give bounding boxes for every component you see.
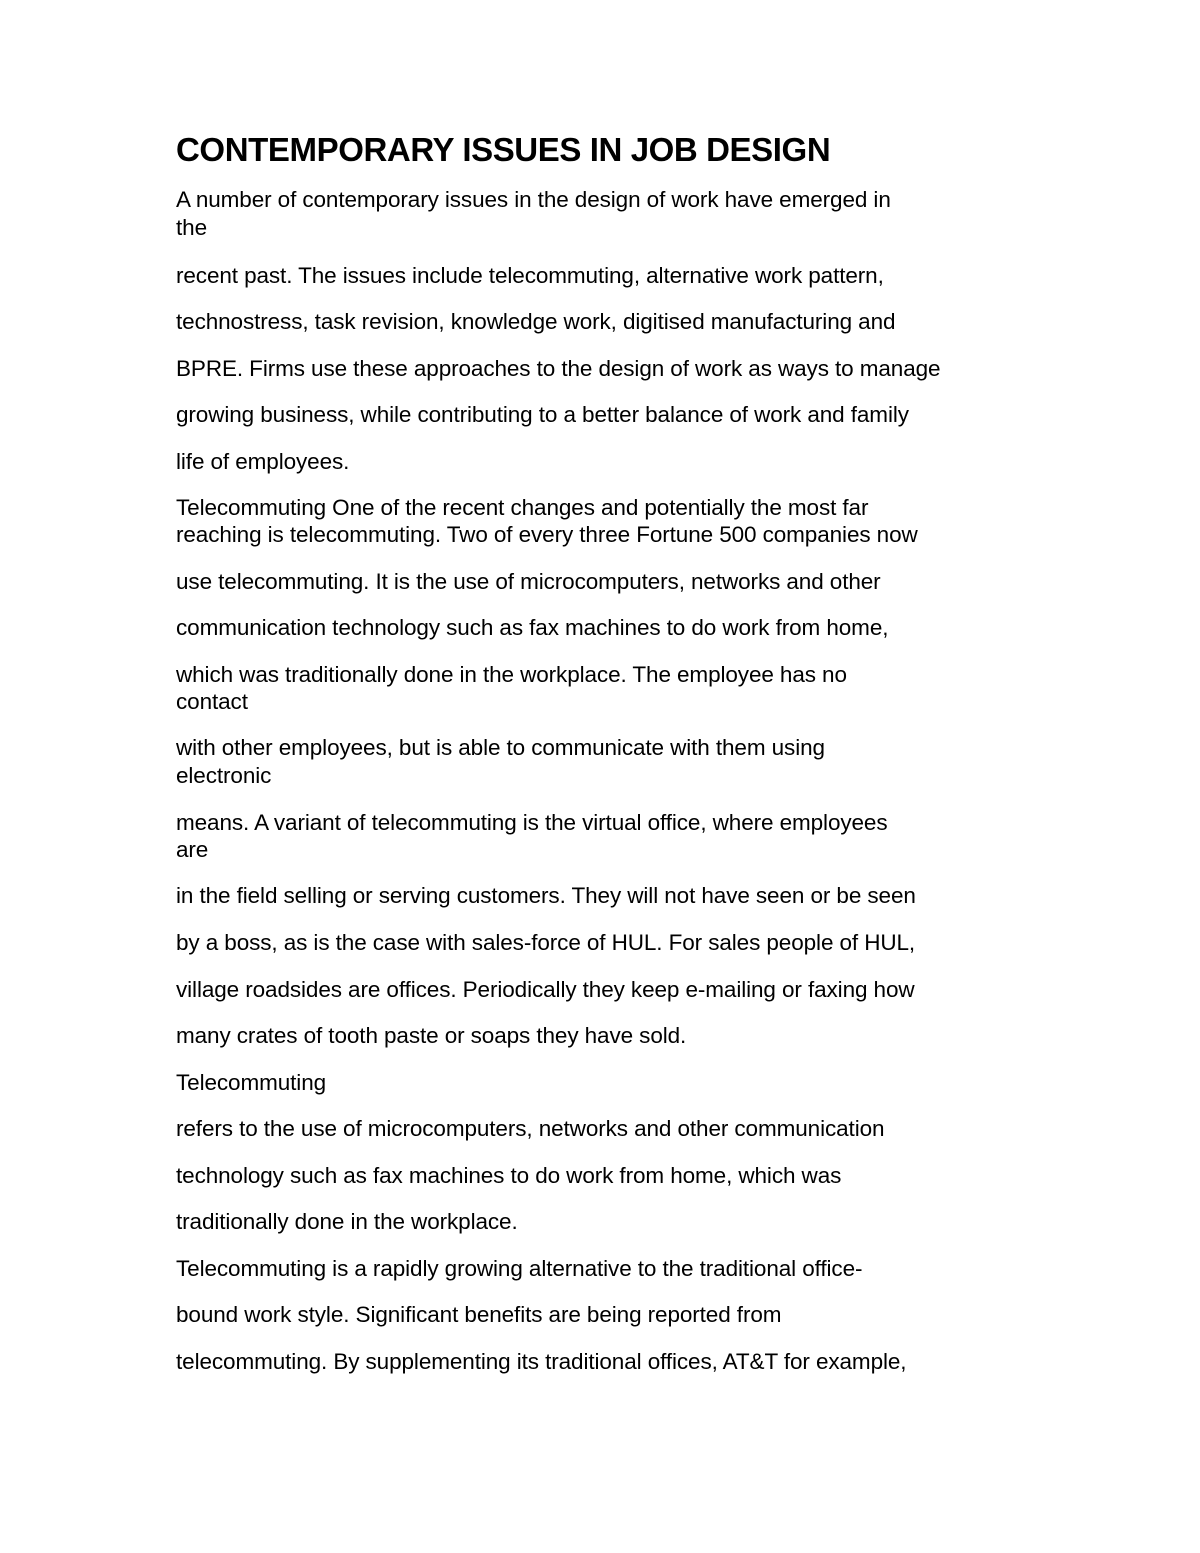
text-line: bound work style. Significant benefits are being reported from — [176, 1302, 782, 1327]
text-line: communication technology such as fax machines to do work from home, — [176, 615, 889, 640]
text-line: recent past. The issues include telecommuting, alternative work pattern, — [176, 263, 884, 288]
text-line: technology such as fax machines to do work from home, which was — [176, 1163, 842, 1188]
text-line: technostress, task revision, knowledge work, digitised manufacturing and — [176, 309, 896, 334]
text-line: means. A variant of telecommuting is the virtual office, where employees — [176, 810, 888, 835]
text-line: Telecommuting — [176, 1070, 327, 1095]
text-line: with other employees, but is able to communicate with them using — [176, 735, 825, 760]
text-line: village roadsides are offices. Periodically they keep e-mailing or faxing how — [176, 977, 915, 1002]
text-line: telecommuting. By supplementing its traditional offices, AT&T for example, — [176, 1349, 907, 1374]
text-line: life of employees. — [176, 449, 350, 474]
text-line: reaching is telecommuting. Two of every three Fortune 500 companies now — [176, 522, 918, 547]
text-line: refers to the use of microcomputers, networks and other communication — [176, 1116, 885, 1141]
text-line: traditionally done in the workplace. — [176, 1209, 518, 1234]
text-line: A number of contemporary issues in the design of work have emerged in — [176, 187, 891, 212]
text-line: BPRE. Firms use these approaches to the design of work as ways to manage — [176, 356, 941, 381]
text-line: use telecommuting. It is the use of microcomputers, networks and other — [176, 569, 881, 594]
text-line: growing business, while contributing to a better balance of work and family — [176, 402, 909, 427]
text-line: contact — [176, 689, 248, 714]
text-line: Telecommuting is a rapidly growing alternative to the traditional office- — [176, 1256, 863, 1281]
text-line: are — [176, 837, 209, 862]
text-line: by a boss, as is the case with sales-force of HUL. For sales people of HUL, — [176, 930, 916, 955]
text-line: Telecommuting One of the recent changes and potentially the most far — [176, 495, 869, 520]
text-line: many crates of tooth paste or soaps they have sold. — [176, 1023, 687, 1048]
text-line: electronic — [176, 763, 272, 788]
text-line: which was traditionally done in the workplace. The employee has no — [176, 662, 847, 687]
text-line: the — [176, 215, 207, 240]
document-title: CONTEMPORARY ISSUES IN JOB DESIGN — [176, 131, 831, 168]
text-line: in the field selling or serving customers. They will not have seen or be seen — [176, 883, 916, 908]
